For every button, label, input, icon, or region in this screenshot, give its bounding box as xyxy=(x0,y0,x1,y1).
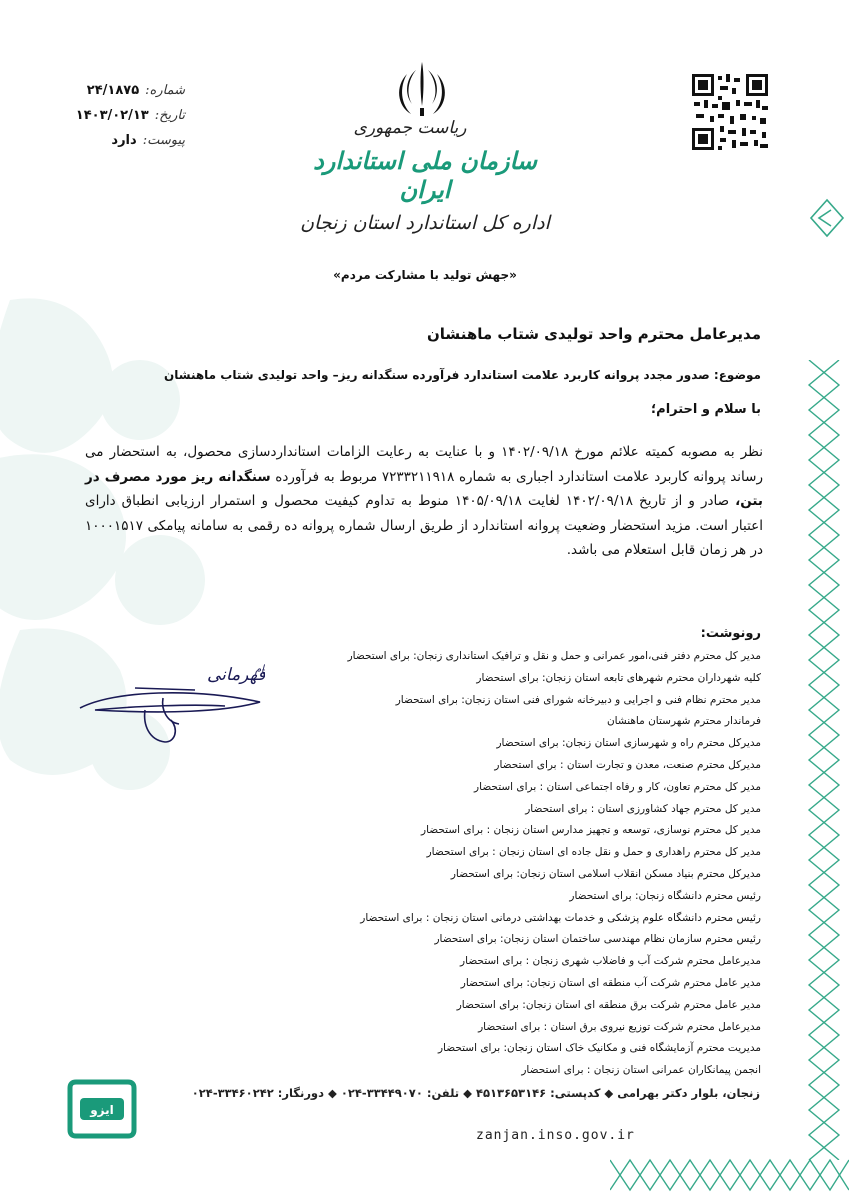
cc-list xyxy=(301,646,761,1082)
iran-emblem-icon xyxy=(392,60,452,120)
cc-item: رئیس محترم دانشگاه علوم پزشکی و خدمات بهداشتی درمانی استان زنجان : برای استحضار xyxy=(360,911,761,924)
cc-item: مدیر کل محترم دفتر فنی،امور عمرانی و حمل و نقل و ترافیک استانداری زنجان: برای استحضار xyxy=(347,650,761,662)
cc-item: رئیس محترم سازمان نظام مهندسی ساختمان استان زنجان: برای استحضار xyxy=(434,933,761,946)
cc-title: رونوشت: xyxy=(700,626,761,641)
cc-item: رئیس محترم دانشگاه زنجان: برای استحضار xyxy=(569,889,761,902)
number-value: ۲۴/۱۸۷۵ xyxy=(86,83,140,98)
body-text-part2: صادر و از تاریخ ۱۴۰۲/۰۹/۱۸ لغایت ۱۴۰۵/۰۹/۱۸ منوط به تداوم کیفیت محصول و استمرار ارزیابی انطباق دارای اعتبار است. مزید استحضار وضعیت پروانه استاندارد از طریق ارسال شماره پروانه ده رقمی به سامانه پیامکی ۱۰۰۰۱۵۱۷ در هر زمان قابل استعلام می باشد. xyxy=(85,493,763,558)
number-label: شماره: xyxy=(145,83,185,98)
cc-item: مدیرکل محترم صنعت، معدن و تجارت استان : برای استحضار xyxy=(494,758,761,771)
presidency-title: ریاست جمهوری xyxy=(353,118,467,138)
recipient: مدیرعامل محترم واحد تولیدی شتاب ماهنشان xyxy=(427,325,761,343)
cc-item: مدیرعامل محترم شرکت توزیع نیروی برق استان : برای استحضار xyxy=(478,1020,761,1033)
decorative-border-bottom xyxy=(610,1130,849,1200)
cc-item: مدیر کل محترم جهاد کشاورزی استان : برای استحضار xyxy=(525,802,761,815)
letter-number-row xyxy=(45,78,185,103)
signature-block xyxy=(75,650,265,750)
cc-item: مدیر کل محترم تعاون، کار و رفاه اجتماعی استان : برای استحضار xyxy=(474,780,761,793)
qr-code xyxy=(690,72,770,152)
greeting: با سلام و احترام؛ xyxy=(650,402,761,417)
cc-item: مدیر کل محترم نوسازی، توسعه و تجهیز مدارس استان زنجان : برای استحضار xyxy=(421,824,761,837)
footer-address: زنجان، بلوار دکتر بهرامی ◆ کدپستی: ۴۵۱۳۶۵۳۱۴۶ ◆ تلفن: ۳۳۴۴۹۰۷۰-۰۲۴ ◆ دورنگار: ۳۳۴۶۰۲۴۲-۰۲۴ xyxy=(191,1086,760,1100)
slogan: «جهش تولید با مشارکت مردم» xyxy=(333,268,517,282)
cc-item: مدیرعامل محترم شرکت آب و فاضلاب شهری زنجان : برای استحضار xyxy=(460,955,761,968)
date-label: تاریخ: xyxy=(154,108,185,123)
department-title: اداره کل استاندارد استان زنجان xyxy=(300,212,550,234)
cc-item: مدیر عامل محترم شرکت برق منطقه ای استان زنجان: برای استحضار xyxy=(456,998,761,1011)
cc-item: مدیرکل محترم بنیاد مسکن انقلاب اسلامی استان زنجان: برای استحضار xyxy=(450,867,761,880)
letter-date-row xyxy=(45,103,185,128)
organization-header xyxy=(290,118,560,234)
body-bold-product: سنگدانه ریز مورد مصرف در بتن، xyxy=(85,468,763,509)
cc-item: مدیرکل محترم راه و شهرسازی استان زنجان: برای استحضار xyxy=(496,737,761,750)
signature-image xyxy=(75,650,265,750)
inso-logo-icon xyxy=(66,1078,138,1140)
cc-item: مدیر کل محترم راهداری و حمل و نقل جاده ای استان زنجان : برای استحضار xyxy=(426,846,761,859)
date-value: ۱۴۰۳/۰۲/۱۳ xyxy=(75,108,149,123)
cc-item: کلیه شهرداران محترم شهرهای تابعه استان زنجان: برای استحضار xyxy=(476,671,761,684)
subject-line: موضوع: صدور مجدد پروانه کاربرد علامت استاندارد فرآورده سنگدانه ریز– واحد تولیدی شتاب ماهنشان xyxy=(164,368,761,382)
letter-body xyxy=(85,440,763,563)
decorative-border-top xyxy=(799,180,849,290)
attachment-value: دارد xyxy=(111,133,137,148)
cc-item: مدیر محترم نظام فنی و اجرایی و دبیرخانه شورای فنی استان زنجان: برای استحضار xyxy=(395,693,761,706)
decorative-border-right xyxy=(799,360,849,1160)
organization-title: سازمان ملی استاندارد ایران xyxy=(313,146,537,204)
cc-item: مدیر عامل محترم شرکت آب منطقه ای استان زنجان: برای استحضار xyxy=(460,976,761,989)
cc-item: فرماندار محترم شهرستان ماهنشان xyxy=(606,715,761,728)
letter-attachment-row xyxy=(45,128,185,153)
attachment-label: پیوست: xyxy=(142,133,185,148)
logo-text: ایزو xyxy=(90,1103,114,1117)
body-text-part1: نظر به مصوبه کمیته علائم مورخ ۱۴۰۲/۰۹/۱۸ و با عنایت به رعایت الزامات استانداردسازی محصول، به استحضار می رساند پروانه کاربرد علامت استاندارد اجباری به شماره ۷۲۳۳۲۱۱۹۱۸ مربوط به فرآورده xyxy=(85,444,763,485)
cc-item: مدیریت محترم آزمایشگاه فنی و مکانیک خاک استان زنجان: برای استحضار xyxy=(437,1042,761,1055)
cc-item: انجمن پیمانکاران عمرانی استان زنجان : برای استحضار xyxy=(521,1064,761,1077)
website-url[interactable]: zanjan.inso.gov.ir xyxy=(476,1128,635,1143)
signature-prefix: ام xyxy=(255,664,264,675)
signature-name: قهرمانی xyxy=(207,665,265,685)
letter-meta xyxy=(45,78,185,153)
